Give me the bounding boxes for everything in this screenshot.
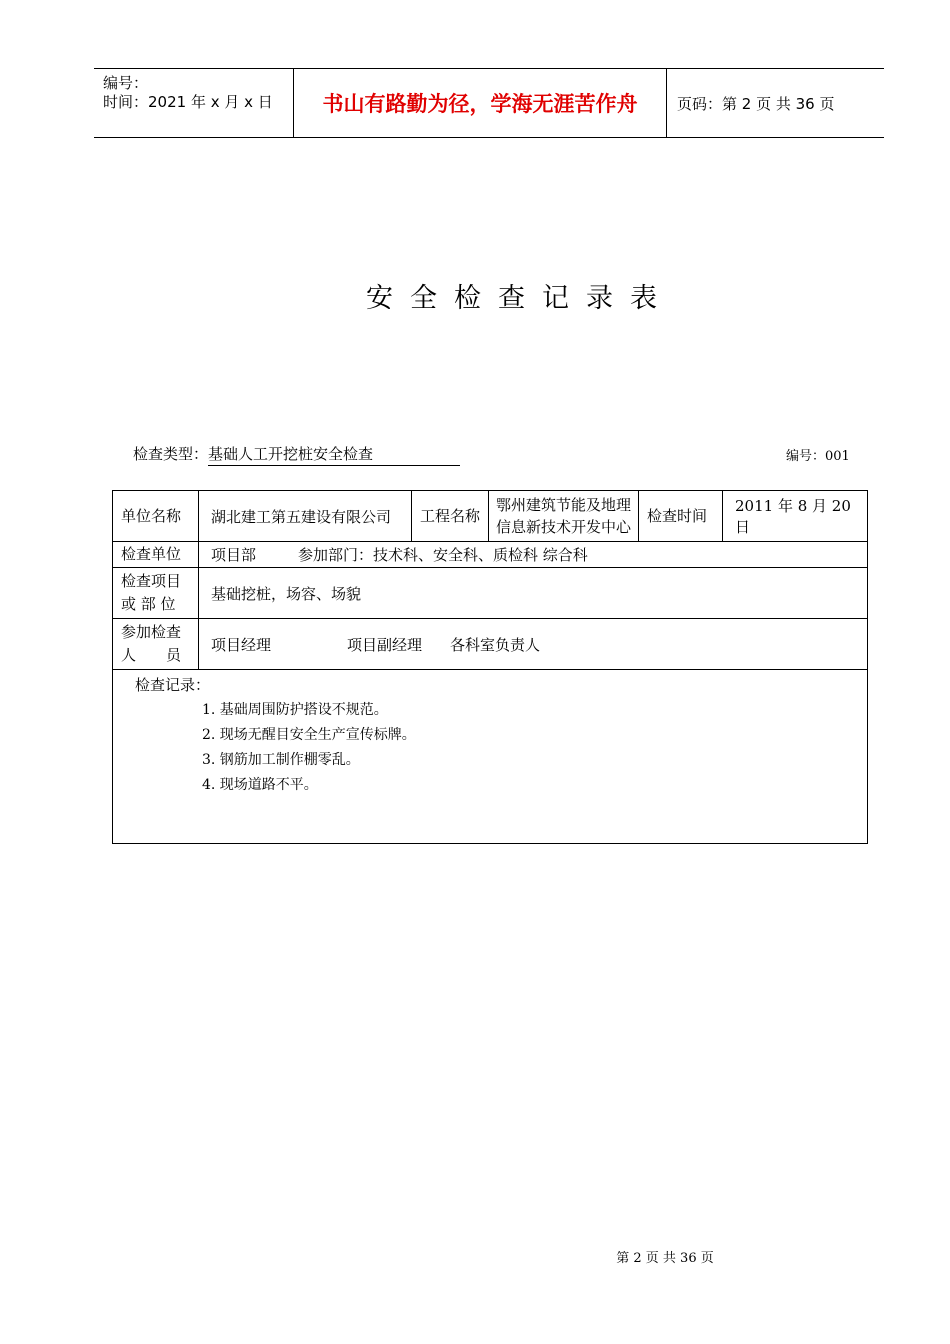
participant-item: 项目经理 — [211, 635, 272, 654]
time-label: 时间：2021 年 x 月 x 日 — [103, 93, 273, 111]
inspection-unit-value-cell — [199, 542, 868, 568]
inspection-unit-value: 项目部 — [211, 546, 257, 564]
project-name-line2: 信息新技术开发中心 — [495, 518, 631, 536]
inspection-type-value: 基础人工开挖桩安全检查 — [208, 443, 460, 466]
list-item: 1. 基础周围防护搭设不规范。 — [202, 702, 388, 718]
motto-text: 书山有路勤为径，学海无涯苦作舟 — [322, 92, 638, 116]
page-title: 安全检查记录表 — [366, 283, 674, 314]
participants-value-cell — [199, 619, 868, 670]
inspection-item-value: 基础挖桩，场容、场貌 — [199, 568, 868, 619]
inspection-type-line — [133, 443, 460, 466]
serial-number: 编号：001 — [786, 449, 850, 464]
participants-label-line2: 人 员 — [121, 646, 182, 664]
participants-label — [113, 619, 199, 670]
list-item: 2. 现场无醒目安全生产宣传标牌。 — [202, 727, 416, 743]
participant-item: 各科室负责人 — [450, 635, 541, 654]
records-list — [202, 698, 867, 798]
unit-name-label: 单位名称 — [113, 491, 199, 542]
table-row — [113, 491, 868, 542]
inspection-records-cell — [113, 670, 868, 844]
page-code-cell — [667, 69, 884, 137]
page-code: 页码：第 2 页 共 36 页 — [677, 94, 835, 113]
inspection-time-label: 检查时间 — [639, 491, 723, 542]
inspection-time-value: 2011 年 8 月 20 日 — [723, 491, 868, 542]
table-row — [113, 542, 868, 568]
list-item: 4. 现场道路不平。 — [202, 777, 318, 793]
serial-label: 编号： — [103, 74, 149, 92]
joining-dept-label: 参加部门： — [298, 546, 374, 564]
inspection-item-label — [113, 568, 199, 619]
inspection-item-label-line1: 检查项目 — [121, 572, 182, 590]
table-row — [113, 670, 868, 844]
project-name-value — [489, 491, 639, 542]
header-info-cell — [94, 69, 294, 137]
inspection-type-label: 检查类型： — [133, 445, 209, 463]
participant-item: 项目副经理 — [347, 635, 423, 654]
inspection-record-table — [112, 490, 868, 844]
table-row — [113, 619, 868, 670]
inspection-item-label-line2: 或 部 位 — [121, 595, 176, 613]
joining-dept-value: 技术科、安全科、质检科 综合科 — [373, 546, 588, 564]
project-name-label: 工程名称 — [412, 491, 489, 542]
inspection-unit-label: 检查单位 — [113, 542, 199, 568]
page-footer: 第 2 页 共 36 页 — [616, 1251, 714, 1266]
unit-name-value: 湖北建工第五建设有限公司 — [199, 491, 412, 542]
table-row — [113, 568, 868, 619]
records-label: 检查记录： — [135, 676, 211, 694]
motto-cell — [294, 69, 667, 137]
header-band — [94, 68, 884, 138]
list-item: 3. 钢筋加工制作棚零乱。 — [202, 752, 360, 768]
project-name-line1: 鄂州建筑节能及地理 — [495, 496, 631, 514]
participants-label-line1: 参加检查 — [121, 623, 182, 641]
